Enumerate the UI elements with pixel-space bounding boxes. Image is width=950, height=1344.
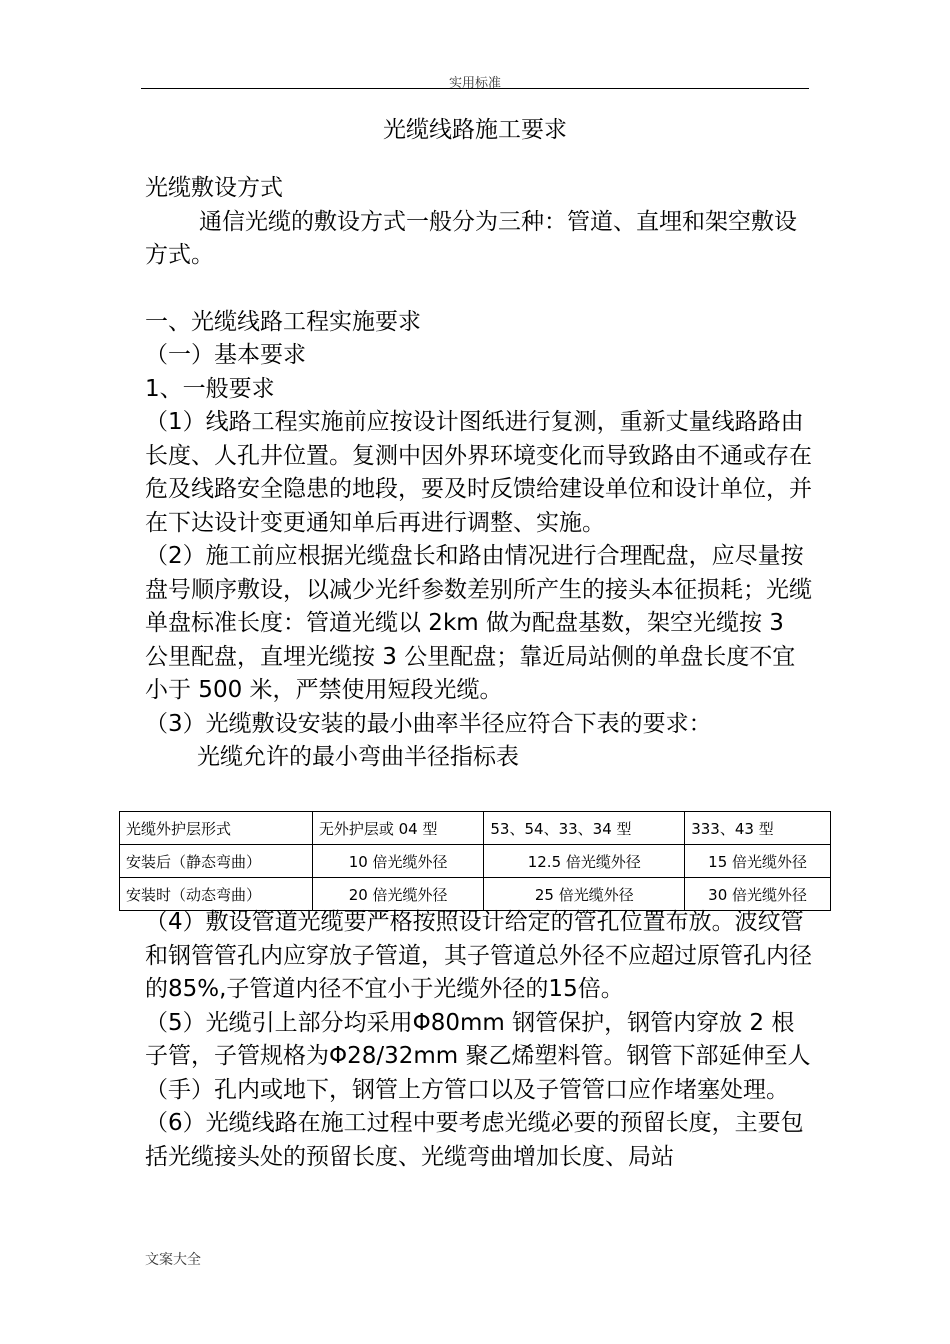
section-heading: 光缆敷设方式	[145, 175, 283, 201]
bend-radius-table	[119, 811, 831, 911]
table-cell: 12.5 倍光缆外径	[484, 845, 685, 878]
table-cell: 光缆外护层形式	[120, 812, 313, 845]
table-row	[120, 845, 831, 878]
paragraph: （4）敷设管道光缆要严格按照设计给定的管孔位置布放。波纹管和钢管管孔内应穿放子管道，其子管道总外径不应超过原管孔内径的85%,子管道内径不宜小于光缆外径的15倍。	[145, 909, 812, 1002]
table-cell: 10 倍光缆外径	[312, 845, 484, 878]
paragraph: （6）光缆线路在施工过程中要考虑光缆必要的预留长度，主要包括光缆接头处的预留长度、光缆弯曲增加长度、局站	[145, 1110, 804, 1170]
paragraph: （5）光缆引上部分均采用Φ80mm 钢管保护，钢管内穿放 2 根子管，子管规格为Φ28/32mm 聚乙烯塑料管。钢管下部延伸至人（手）孔内或地下，钢管上方管口以及子管管口应作堵塞处理。	[145, 1009, 811, 1103]
paragraph: 通信光缆的敷设方式一般分为三种：管道、直埋和架空敷设方式。	[145, 208, 797, 268]
paragraph: （3）光缆敷设安装的最小曲率半径应符合下表的要求：	[145, 710, 712, 737]
page-footer: 文案大全	[145, 1252, 201, 1268]
document-body-continued	[145, 906, 813, 1174]
table-caption: 光缆允许的最小弯曲半径指标表	[197, 744, 519, 770]
section-heading: 一、光缆线路工程实施要求	[145, 308, 421, 335]
table-cell: 无外护层或 04 型	[312, 812, 484, 845]
paragraph: （1）线路工程实施前应按设计图纸进行复测，重新丈量线路路由长度、人孔井位置。复测中因外界环境变化而导致路由不通或存在危及线路安全隐患的地段，要及时反馈给建设单位和设计单位，并在下达设计变更通知单后再进行调整、实施。	[145, 409, 812, 536]
subsection-heading: 1、一般要求	[145, 375, 275, 402]
page-header: 实用标准	[448, 76, 501, 91]
table-cell: 20 倍光缆外径	[312, 878, 484, 911]
document-title: 光缆线路施工要求	[383, 117, 567, 143]
table-cell: 30 倍光缆外径	[685, 878, 831, 911]
table-cell: 安装时（动态弯曲）	[120, 878, 313, 911]
table-cell: 25 倍光缆外径	[484, 878, 685, 911]
table-cell: 333、43 型	[685, 812, 831, 845]
table-cell: 15 倍光缆外径	[685, 845, 831, 878]
document-body	[145, 172, 813, 775]
paragraph: （2）施工前应根据光缆盘长和路由情况进行合理配盘，应尽量按盘号顺序敷设，以减少光纤参数差别所产生的接头本征损耗；光缆单盘标准长度：管道光缆以 2km 做为配盘基数，架空光缆按 3 公里配盘，直埋光缆按 3 公里配盘；靠近局站侧的单盘长度不宜小于 500 米，严禁使用短段光缆。	[145, 543, 812, 703]
subsection-heading: （一）基本要求	[145, 342, 306, 368]
table-cell: 53、54、33、34 型	[484, 812, 685, 845]
table-cell: 安装后（静态弯曲）	[120, 845, 313, 878]
header-rule	[141, 88, 809, 89]
table-row	[120, 812, 831, 845]
spacer	[145, 273, 813, 306]
